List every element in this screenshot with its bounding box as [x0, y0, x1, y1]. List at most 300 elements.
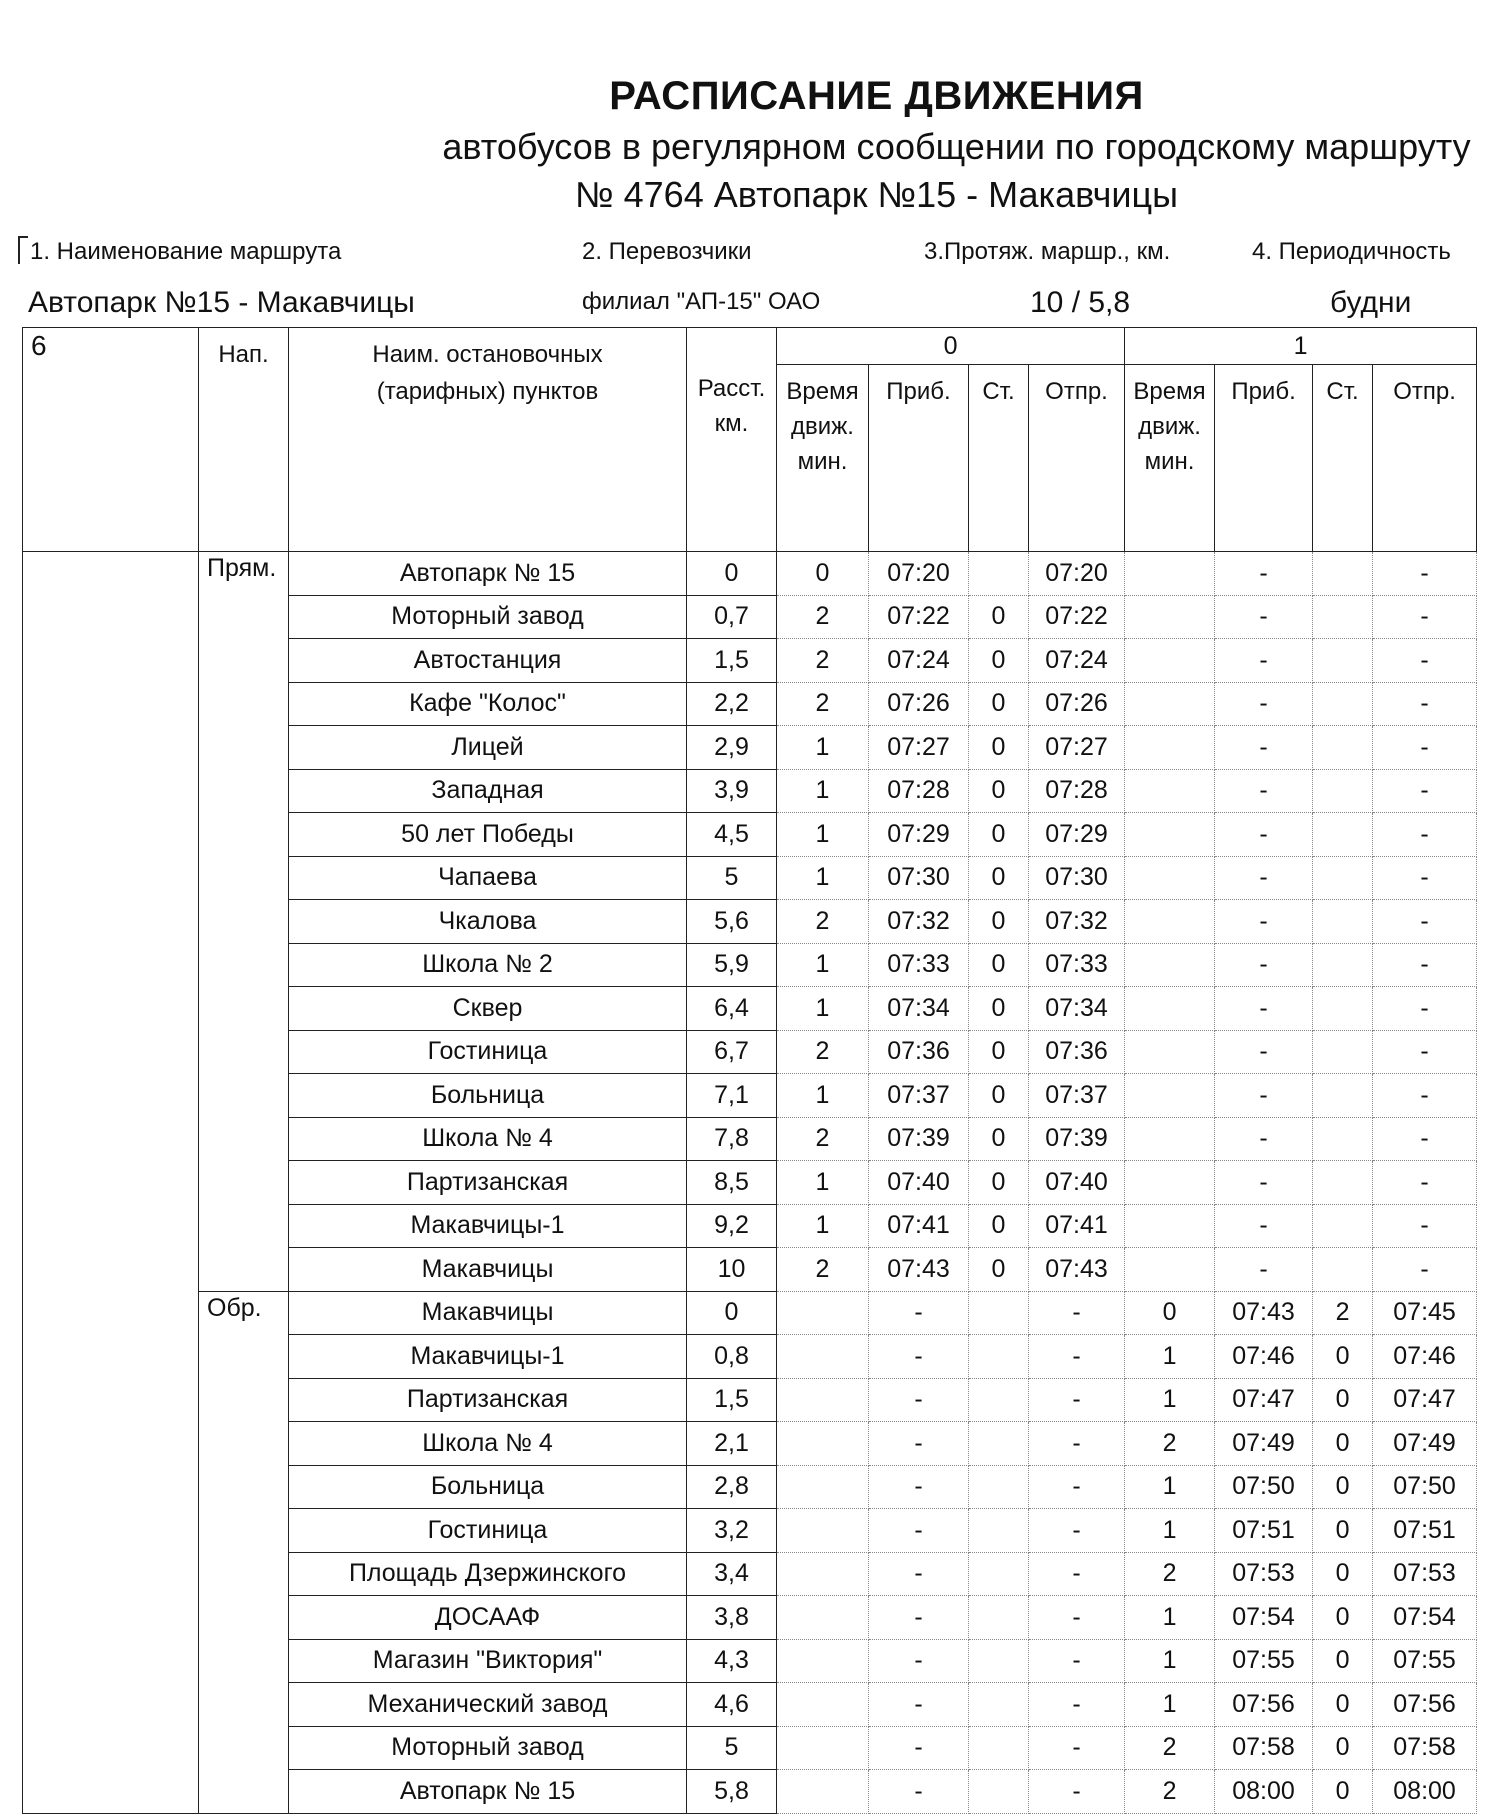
trip-1-stand-cell	[1313, 1074, 1373, 1118]
trip-0-departure-cell: 07:28	[1029, 769, 1125, 813]
stop-name-cell: Лицей	[289, 726, 687, 770]
trip-0-departure-cell: -	[1029, 1552, 1125, 1596]
stop-name-cell: Макавчицы	[289, 1248, 687, 1292]
trip-0-arrival-cell: 07:40	[869, 1161, 969, 1205]
trip-0-header: 0	[777, 328, 1125, 365]
trip-1-arrival-cell: 07:49	[1215, 1422, 1313, 1466]
stop-name-cell: Гостиница	[289, 1030, 687, 1074]
trip-0-arrival-cell: 07:43	[869, 1248, 969, 1292]
trip-0-arrival-cell: -	[869, 1509, 969, 1553]
trip-1-departure-cell: -	[1373, 1074, 1477, 1118]
trip-0-departure-cell: -	[1029, 1465, 1125, 1509]
trip-0-travel-cell	[777, 1378, 869, 1422]
trip-1-stand-cell: 0	[1313, 1465, 1373, 1509]
stops-header-line1: Наим. остановочных	[372, 341, 603, 368]
trip-1-departure-cell: 07:55	[1373, 1639, 1477, 1683]
trip-1-travel-cell	[1125, 1204, 1215, 1248]
distance-cell: 0,8	[687, 1335, 777, 1379]
trip-1-departure-cell: -	[1373, 943, 1477, 987]
travel-header-line3: мин.	[1144, 447, 1195, 475]
trip-1-travel-cell: 2	[1125, 1770, 1215, 1814]
periodicity-label: 4. Периодичность	[1252, 238, 1451, 265]
trip-1-travel-cell: 1	[1125, 1639, 1215, 1683]
distance-cell: 0	[687, 1291, 777, 1335]
trip-1-arrival-cell: -	[1215, 987, 1313, 1031]
trip-1-stand-cell	[1313, 1117, 1373, 1161]
trip-1-stand-cell	[1313, 900, 1373, 944]
trip-0-travel-cell: 2	[777, 595, 869, 639]
trip-0-stand-cell	[969, 1378, 1029, 1422]
trip-1-departure-cell: -	[1373, 856, 1477, 900]
trip-0-travel-cell: 1	[777, 813, 869, 857]
trip-1-travel-cell	[1125, 1117, 1215, 1161]
trip-1-arrival-cell: 07:50	[1215, 1465, 1313, 1509]
trip-0-arrival-cell: -	[869, 1291, 969, 1335]
trip-1-departure-cell: -	[1373, 900, 1477, 944]
trip-0-travel-cell: 2	[777, 639, 869, 683]
trip-0-arrival-cell: 07:20	[869, 552, 969, 596]
trip-0-travel-cell: 1	[777, 856, 869, 900]
distance-cell: 2,8	[687, 1465, 777, 1509]
trip-1-departure-cell: 07:51	[1373, 1509, 1477, 1553]
trip-1-arrival-cell: -	[1215, 1248, 1313, 1292]
trip-0-stand-cell: 0	[969, 900, 1029, 944]
distance-cell: 6,7	[687, 1030, 777, 1074]
trip-0-travel-cell	[777, 1335, 869, 1379]
stops-header-line2: (тарифных) пунктов	[376, 378, 599, 406]
trip-0-departure-cell: 07:27	[1029, 726, 1125, 770]
trip-0-travel-header	[777, 365, 869, 552]
trip-1-travel-cell: 2	[1125, 1552, 1215, 1596]
distance-cell: 7,1	[687, 1074, 777, 1118]
trip-1-departure-cell: 07:58	[1373, 1726, 1477, 1770]
trip-0-departure-cell: -	[1029, 1683, 1125, 1727]
trip-0-stand-cell: 0	[969, 1117, 1029, 1161]
distance-cell: 5	[687, 1726, 777, 1770]
trip-1-departure-cell: -	[1373, 1204, 1477, 1248]
trip-1-departure-cell: 07:53	[1373, 1552, 1477, 1596]
trip-1-travel-cell	[1125, 769, 1215, 813]
trip-0-arrival-cell: 07:33	[869, 943, 969, 987]
trip-1-travel-cell	[1125, 682, 1215, 726]
trip-0-arrival-cell: 07:36	[869, 1030, 969, 1074]
distance-cell: 3,9	[687, 769, 777, 813]
trip-0-arrival-cell: 07:28	[869, 769, 969, 813]
trip-1-arrival-cell: 07:56	[1215, 1683, 1313, 1727]
trip-0-stand-cell	[969, 1552, 1029, 1596]
distance-header-line1: Расст.	[697, 375, 766, 402]
stop-name-cell: Автостанция	[289, 639, 687, 683]
trip-1-departure-cell: -	[1373, 726, 1477, 770]
trip-1-travel-cell	[1125, 987, 1215, 1031]
trip-1-stand-cell: 0	[1313, 1770, 1373, 1814]
distance-cell: 4,3	[687, 1639, 777, 1683]
trip-0-arrival-cell: -	[869, 1770, 969, 1814]
trip-1-arrival-cell: -	[1215, 1204, 1313, 1248]
trip-0-arrival-cell: 07:39	[869, 1117, 969, 1161]
stop-name-cell: Макавчицы	[289, 1291, 687, 1335]
trip-1-travel-cell: 2	[1125, 1422, 1215, 1466]
trip-1-departure-cell: -	[1373, 552, 1477, 596]
direction-cell: Обр.	[199, 1291, 289, 1813]
trip-1-travel-cell	[1125, 856, 1215, 900]
distance-cell: 5,9	[687, 943, 777, 987]
trip-0-departure-cell: 07:32	[1029, 900, 1125, 944]
carrier-value: филиал "АП-15" ОАО	[582, 288, 821, 315]
trip-0-departure-cell: 07:43	[1029, 1248, 1125, 1292]
trip-0-stand-cell: 0	[969, 813, 1029, 857]
trip-0-arrival-cell: 07:41	[869, 1204, 969, 1248]
trip-1-arrival-cell: -	[1215, 552, 1313, 596]
distance-cell: 6,4	[687, 987, 777, 1031]
stops-header	[289, 328, 687, 552]
trip-1-stand-cell: 0	[1313, 1335, 1373, 1379]
trip-1-stand-cell	[1313, 769, 1373, 813]
distance-cell: 8,5	[687, 1161, 777, 1205]
trip-0-arrival-cell: -	[869, 1335, 969, 1379]
distance-cell: 3,4	[687, 1552, 777, 1596]
trip-1-travel-cell: 1	[1125, 1378, 1215, 1422]
trip-1-arrival-cell: 07:46	[1215, 1335, 1313, 1379]
trip-0-departure-cell: -	[1029, 1378, 1125, 1422]
stop-name-cell: Больница	[289, 1465, 687, 1509]
trip-1-stand-cell	[1313, 682, 1373, 726]
trip-1-departure-header: Отпр.	[1373, 365, 1477, 552]
trip-1-arrival-cell: -	[1215, 1074, 1313, 1118]
trip-0-stand-cell: 0	[969, 769, 1029, 813]
distance-cell: 5,6	[687, 900, 777, 944]
trip-1-departure-cell: -	[1373, 769, 1477, 813]
stop-name-cell: Кафе "Колос"	[289, 682, 687, 726]
trip-1-travel-cell	[1125, 1030, 1215, 1074]
trip-1-stand-cell	[1313, 639, 1373, 683]
trip-0-travel-cell	[777, 1552, 869, 1596]
travel-header-line2: движ.	[791, 412, 854, 440]
distance-cell: 5	[687, 856, 777, 900]
trip-0-departure-cell: -	[1029, 1596, 1125, 1640]
trip-1-departure-cell: -	[1373, 1161, 1477, 1205]
trip-0-travel-cell	[777, 1291, 869, 1335]
stop-name-cell: Макавчицы-1	[289, 1335, 687, 1379]
schedule-table	[22, 327, 1477, 1814]
trip-1-arrival-cell: 07:43	[1215, 1291, 1313, 1335]
stop-name-cell: Механический завод	[289, 1683, 687, 1727]
trip-1-stand-cell	[1313, 943, 1373, 987]
distance-cell: 0,7	[687, 595, 777, 639]
trip-0-departure-cell: 07:40	[1029, 1161, 1125, 1205]
trip-1-stand-cell	[1313, 1030, 1373, 1074]
stop-name-cell: Площадь Дзержинского	[289, 1552, 687, 1596]
trip-1-stand-cell	[1313, 813, 1373, 857]
distance-cell: 10	[687, 1248, 777, 1292]
distance-cell: 4,6	[687, 1683, 777, 1727]
trip-0-travel-cell: 1	[777, 726, 869, 770]
trip-0-arrival-cell: -	[869, 1465, 969, 1509]
trip-1-departure-cell: -	[1373, 1117, 1477, 1161]
stop-name-cell: Автопарк № 15	[289, 552, 687, 596]
trip-0-arrival-cell: -	[869, 1683, 969, 1727]
trip-0-travel-cell: 1	[777, 1161, 869, 1205]
trip-1-arrival-cell: -	[1215, 726, 1313, 770]
trip-1-travel-cell	[1125, 1074, 1215, 1118]
trip-0-stand-cell	[969, 1683, 1029, 1727]
trip-0-departure-cell: -	[1029, 1770, 1125, 1814]
trip-0-stand-cell: 0	[969, 1030, 1029, 1074]
trip-1-stand-cell: 0	[1313, 1378, 1373, 1422]
stop-name-cell: Партизанская	[289, 1378, 687, 1422]
trip-0-arrival-cell: 07:27	[869, 726, 969, 770]
trip-1-departure-cell: -	[1373, 682, 1477, 726]
trip-1-travel-cell: 2	[1125, 1726, 1215, 1770]
stop-name-cell: Моторный завод	[289, 1726, 687, 1770]
travel-header-line1: Время	[786, 378, 859, 405]
trip-0-travel-cell	[777, 1509, 869, 1553]
trip-0-stand-cell	[969, 1726, 1029, 1770]
trip-1-arrival-cell: 07:53	[1215, 1552, 1313, 1596]
trip-1-stand-cell: 0	[1313, 1596, 1373, 1640]
stop-name-cell: Партизанская	[289, 1161, 687, 1205]
trip-0-arrival-cell: 07:24	[869, 639, 969, 683]
trip-1-stand-cell: 0	[1313, 1509, 1373, 1553]
trip-0-stand-cell	[969, 1639, 1029, 1683]
trip-0-stand-cell: 0	[969, 1248, 1029, 1292]
trip-0-departure-cell: 07:41	[1029, 1204, 1125, 1248]
stop-name-cell: Магазин "Виктория"	[289, 1639, 687, 1683]
route-name-value: Автопарк №15 - Макавчицы	[28, 286, 415, 319]
trip-0-stand-cell: 0	[969, 856, 1029, 900]
trip-1-arrival-cell: 07:54	[1215, 1596, 1313, 1640]
trip-1-stand-cell: 0	[1313, 1552, 1373, 1596]
stop-name-cell: Гостиница	[289, 1509, 687, 1553]
trip-1-departure-cell: -	[1373, 987, 1477, 1031]
trip-1-travel-cell	[1125, 726, 1215, 770]
trip-0-travel-cell: 2	[777, 682, 869, 726]
distance-cell: 3,2	[687, 1509, 777, 1553]
distance-cell: 3,8	[687, 1596, 777, 1640]
trip-0-arrival-header: Приб.	[869, 365, 969, 552]
stop-name-cell: ДОСААФ	[289, 1596, 687, 1640]
direction-cell: Прям.	[199, 552, 289, 1292]
trip-1-stand-cell: 2	[1313, 1291, 1373, 1335]
trip-0-departure-cell: -	[1029, 1509, 1125, 1553]
trip-0-travel-cell: 1	[777, 943, 869, 987]
travel-header-line1: Время	[1133, 378, 1206, 405]
trip-1-departure-cell: 07:45	[1373, 1291, 1477, 1335]
trip-0-travel-cell: 2	[777, 1248, 869, 1292]
trip-1-travel-cell	[1125, 595, 1215, 639]
trip-1-arrival-cell: -	[1215, 595, 1313, 639]
trip-0-arrival-cell: 07:30	[869, 856, 969, 900]
distance-cell: 9,2	[687, 1204, 777, 1248]
distance-cell: 2,1	[687, 1422, 777, 1466]
distance-cell: 1,5	[687, 639, 777, 683]
trip-0-stand-cell	[969, 1509, 1029, 1553]
trip-1-travel-header	[1125, 365, 1215, 552]
trip-1-stand-cell: 0	[1313, 1726, 1373, 1770]
trip-0-departure-cell: 07:30	[1029, 856, 1125, 900]
trip-1-arrival-cell: -	[1215, 639, 1313, 683]
trip-1-arrival-cell: -	[1215, 1117, 1313, 1161]
table-row	[23, 1291, 1477, 1335]
trip-1-stand-cell: 0	[1313, 1683, 1373, 1727]
distance-cell: 1,5	[687, 1378, 777, 1422]
trip-0-arrival-cell: 07:37	[869, 1074, 969, 1118]
distance-cell: 0	[687, 552, 777, 596]
trip-1-departure-cell: 08:00	[1373, 1770, 1477, 1814]
trip-0-stand-cell: 0	[969, 595, 1029, 639]
trip-0-arrival-cell: 07:34	[869, 987, 969, 1031]
trip-0-travel-cell	[777, 1465, 869, 1509]
trip-1-travel-cell: 1	[1125, 1465, 1215, 1509]
trip-0-departure-cell: -	[1029, 1291, 1125, 1335]
trip-1-arrival-cell: 07:55	[1215, 1639, 1313, 1683]
length-label: 3.Протяж. маршр., км.	[924, 238, 1171, 265]
stop-name-cell: Чапаева	[289, 856, 687, 900]
trip-1-travel-cell	[1125, 1161, 1215, 1205]
distance-cell: 5,8	[687, 1770, 777, 1814]
stop-name-cell: Чкалова	[289, 900, 687, 944]
distance-cell: 4,5	[687, 813, 777, 857]
trip-0-travel-cell: 0	[777, 552, 869, 596]
trip-1-travel-cell: 1	[1125, 1509, 1215, 1553]
trip-1-departure-cell: -	[1373, 1248, 1477, 1292]
corner-mark	[18, 236, 28, 264]
trip-0-departure-cell: 07:24	[1029, 639, 1125, 683]
trip-0-arrival-cell: 07:29	[869, 813, 969, 857]
travel-header-line3: мин.	[797, 447, 848, 475]
trip-0-departure-cell: 07:20	[1029, 552, 1125, 596]
carrier-label: 2. Перевозчики	[582, 238, 752, 265]
trip-1-arrival-cell: 08:00	[1215, 1770, 1313, 1814]
trip-0-stand-cell	[969, 1335, 1029, 1379]
trip-0-stand-cell: 0	[969, 1074, 1029, 1118]
route-name-label: 1. Наименование маршрута	[30, 238, 342, 265]
document-title: РАСПИСАНИЕ ДВИЖЕНИЯ	[609, 74, 1144, 118]
distance-header	[687, 328, 777, 552]
trip-0-arrival-cell: -	[869, 1378, 969, 1422]
trip-1-arrival-cell: 07:47	[1215, 1378, 1313, 1422]
segment-blank-cell	[23, 552, 199, 1814]
trip-0-departure-cell: 07:22	[1029, 595, 1125, 639]
trip-0-stand-cell: 0	[969, 987, 1029, 1031]
trip-0-stand-cell	[969, 1422, 1029, 1466]
trip-0-stand-cell	[969, 552, 1029, 596]
trip-1-stand-cell	[1313, 1204, 1373, 1248]
trip-0-departure-cell: 07:26	[1029, 682, 1125, 726]
trip-0-departure-cell: 07:34	[1029, 987, 1125, 1031]
trip-1-stand-cell	[1313, 1161, 1373, 1205]
trip-1-arrival-cell: -	[1215, 856, 1313, 900]
trip-0-departure-cell: -	[1029, 1422, 1125, 1466]
trip-1-arrival-cell: -	[1215, 1161, 1313, 1205]
stop-name-cell: Школа № 2	[289, 943, 687, 987]
stop-name-cell: 50 лет Победы	[289, 813, 687, 857]
trip-0-travel-cell: 1	[777, 1074, 869, 1118]
trip-0-departure-cell: -	[1029, 1335, 1125, 1379]
trip-0-departure-header: Отпр.	[1029, 365, 1125, 552]
trip-0-stand-cell: 0	[969, 943, 1029, 987]
trip-1-stand-cell	[1313, 856, 1373, 900]
trip-1-header: 1	[1125, 328, 1477, 365]
segment-number: 6	[23, 328, 199, 552]
trip-1-departure-cell: -	[1373, 639, 1477, 683]
trip-0-departure-cell: 07:36	[1029, 1030, 1125, 1074]
trip-1-stand-cell	[1313, 987, 1373, 1031]
distance-cell: 2,9	[687, 726, 777, 770]
trip-1-departure-cell: 07:49	[1373, 1422, 1477, 1466]
trip-1-departure-cell: -	[1373, 813, 1477, 857]
trip-1-stand-cell	[1313, 552, 1373, 596]
trip-1-arrival-cell: 07:58	[1215, 1726, 1313, 1770]
trip-1-stand-header: Ст.	[1313, 365, 1373, 552]
trip-1-travel-cell: 1	[1125, 1683, 1215, 1727]
trip-0-stand-cell	[969, 1770, 1029, 1814]
stop-name-cell: Моторный завод	[289, 595, 687, 639]
route-number-title: № 4764 Автопарк №15 - Макавчицы	[575, 174, 1178, 215]
stop-name-cell: Больница	[289, 1074, 687, 1118]
trip-1-travel-cell: 0	[1125, 1291, 1215, 1335]
distance-cell: 2,2	[687, 682, 777, 726]
trip-0-stand-cell	[969, 1291, 1029, 1335]
trip-1-arrival-cell: 07:51	[1215, 1509, 1313, 1553]
stop-name-cell: Школа № 4	[289, 1117, 687, 1161]
distance-cell: 7,8	[687, 1117, 777, 1161]
trip-0-departure-cell: -	[1029, 1726, 1125, 1770]
stop-name-cell: Сквер	[289, 987, 687, 1031]
trip-1-departure-cell: 07:56	[1373, 1683, 1477, 1727]
trip-0-stand-cell: 0	[969, 639, 1029, 683]
trip-0-travel-cell: 2	[777, 1030, 869, 1074]
distance-header-line2: км.	[714, 409, 749, 437]
trip-0-travel-cell	[777, 1770, 869, 1814]
trip-1-travel-cell	[1125, 943, 1215, 987]
trip-1-arrival-cell: -	[1215, 943, 1313, 987]
trip-1-departure-cell: -	[1373, 595, 1477, 639]
trip-1-arrival-cell: -	[1215, 769, 1313, 813]
trip-0-travel-cell: 2	[777, 900, 869, 944]
stop-name-cell: Западная	[289, 769, 687, 813]
trip-0-departure-cell: 07:37	[1029, 1074, 1125, 1118]
trip-0-departure-cell: 07:39	[1029, 1117, 1125, 1161]
periodicity-value: будни	[1330, 286, 1412, 319]
trip-0-stand-cell: 0	[969, 1161, 1029, 1205]
trip-1-departure-cell: 07:47	[1373, 1378, 1477, 1422]
trip-0-travel-cell: 1	[777, 769, 869, 813]
stop-name-cell: Макавчицы-1	[289, 1204, 687, 1248]
trip-1-travel-cell: 1	[1125, 1596, 1215, 1640]
trip-0-stand-cell: 0	[969, 682, 1029, 726]
trip-1-travel-cell	[1125, 1248, 1215, 1292]
trip-0-travel-cell: 1	[777, 1204, 869, 1248]
length-value: 10 / 5,8	[1030, 286, 1131, 319]
direction-header: Нап.	[199, 328, 289, 552]
stop-name-cell: Школа № 4	[289, 1422, 687, 1466]
trip-0-arrival-cell: 07:22	[869, 595, 969, 639]
trip-0-arrival-cell: -	[869, 1596, 969, 1640]
trip-1-arrival-cell: -	[1215, 1030, 1313, 1074]
trip-0-stand-cell	[969, 1465, 1029, 1509]
trip-1-stand-cell	[1313, 1248, 1373, 1292]
trip-1-travel-cell	[1125, 639, 1215, 683]
table-row	[23, 552, 1477, 596]
trip-1-departure-cell: 07:50	[1373, 1465, 1477, 1509]
trip-1-travel-cell: 1	[1125, 1335, 1215, 1379]
stop-name-cell: Автопарк № 15	[289, 1770, 687, 1814]
trip-0-arrival-cell: 07:26	[869, 682, 969, 726]
trip-1-travel-cell	[1125, 552, 1215, 596]
trip-1-travel-cell	[1125, 900, 1215, 944]
trip-0-stand-header: Ст.	[969, 365, 1029, 552]
